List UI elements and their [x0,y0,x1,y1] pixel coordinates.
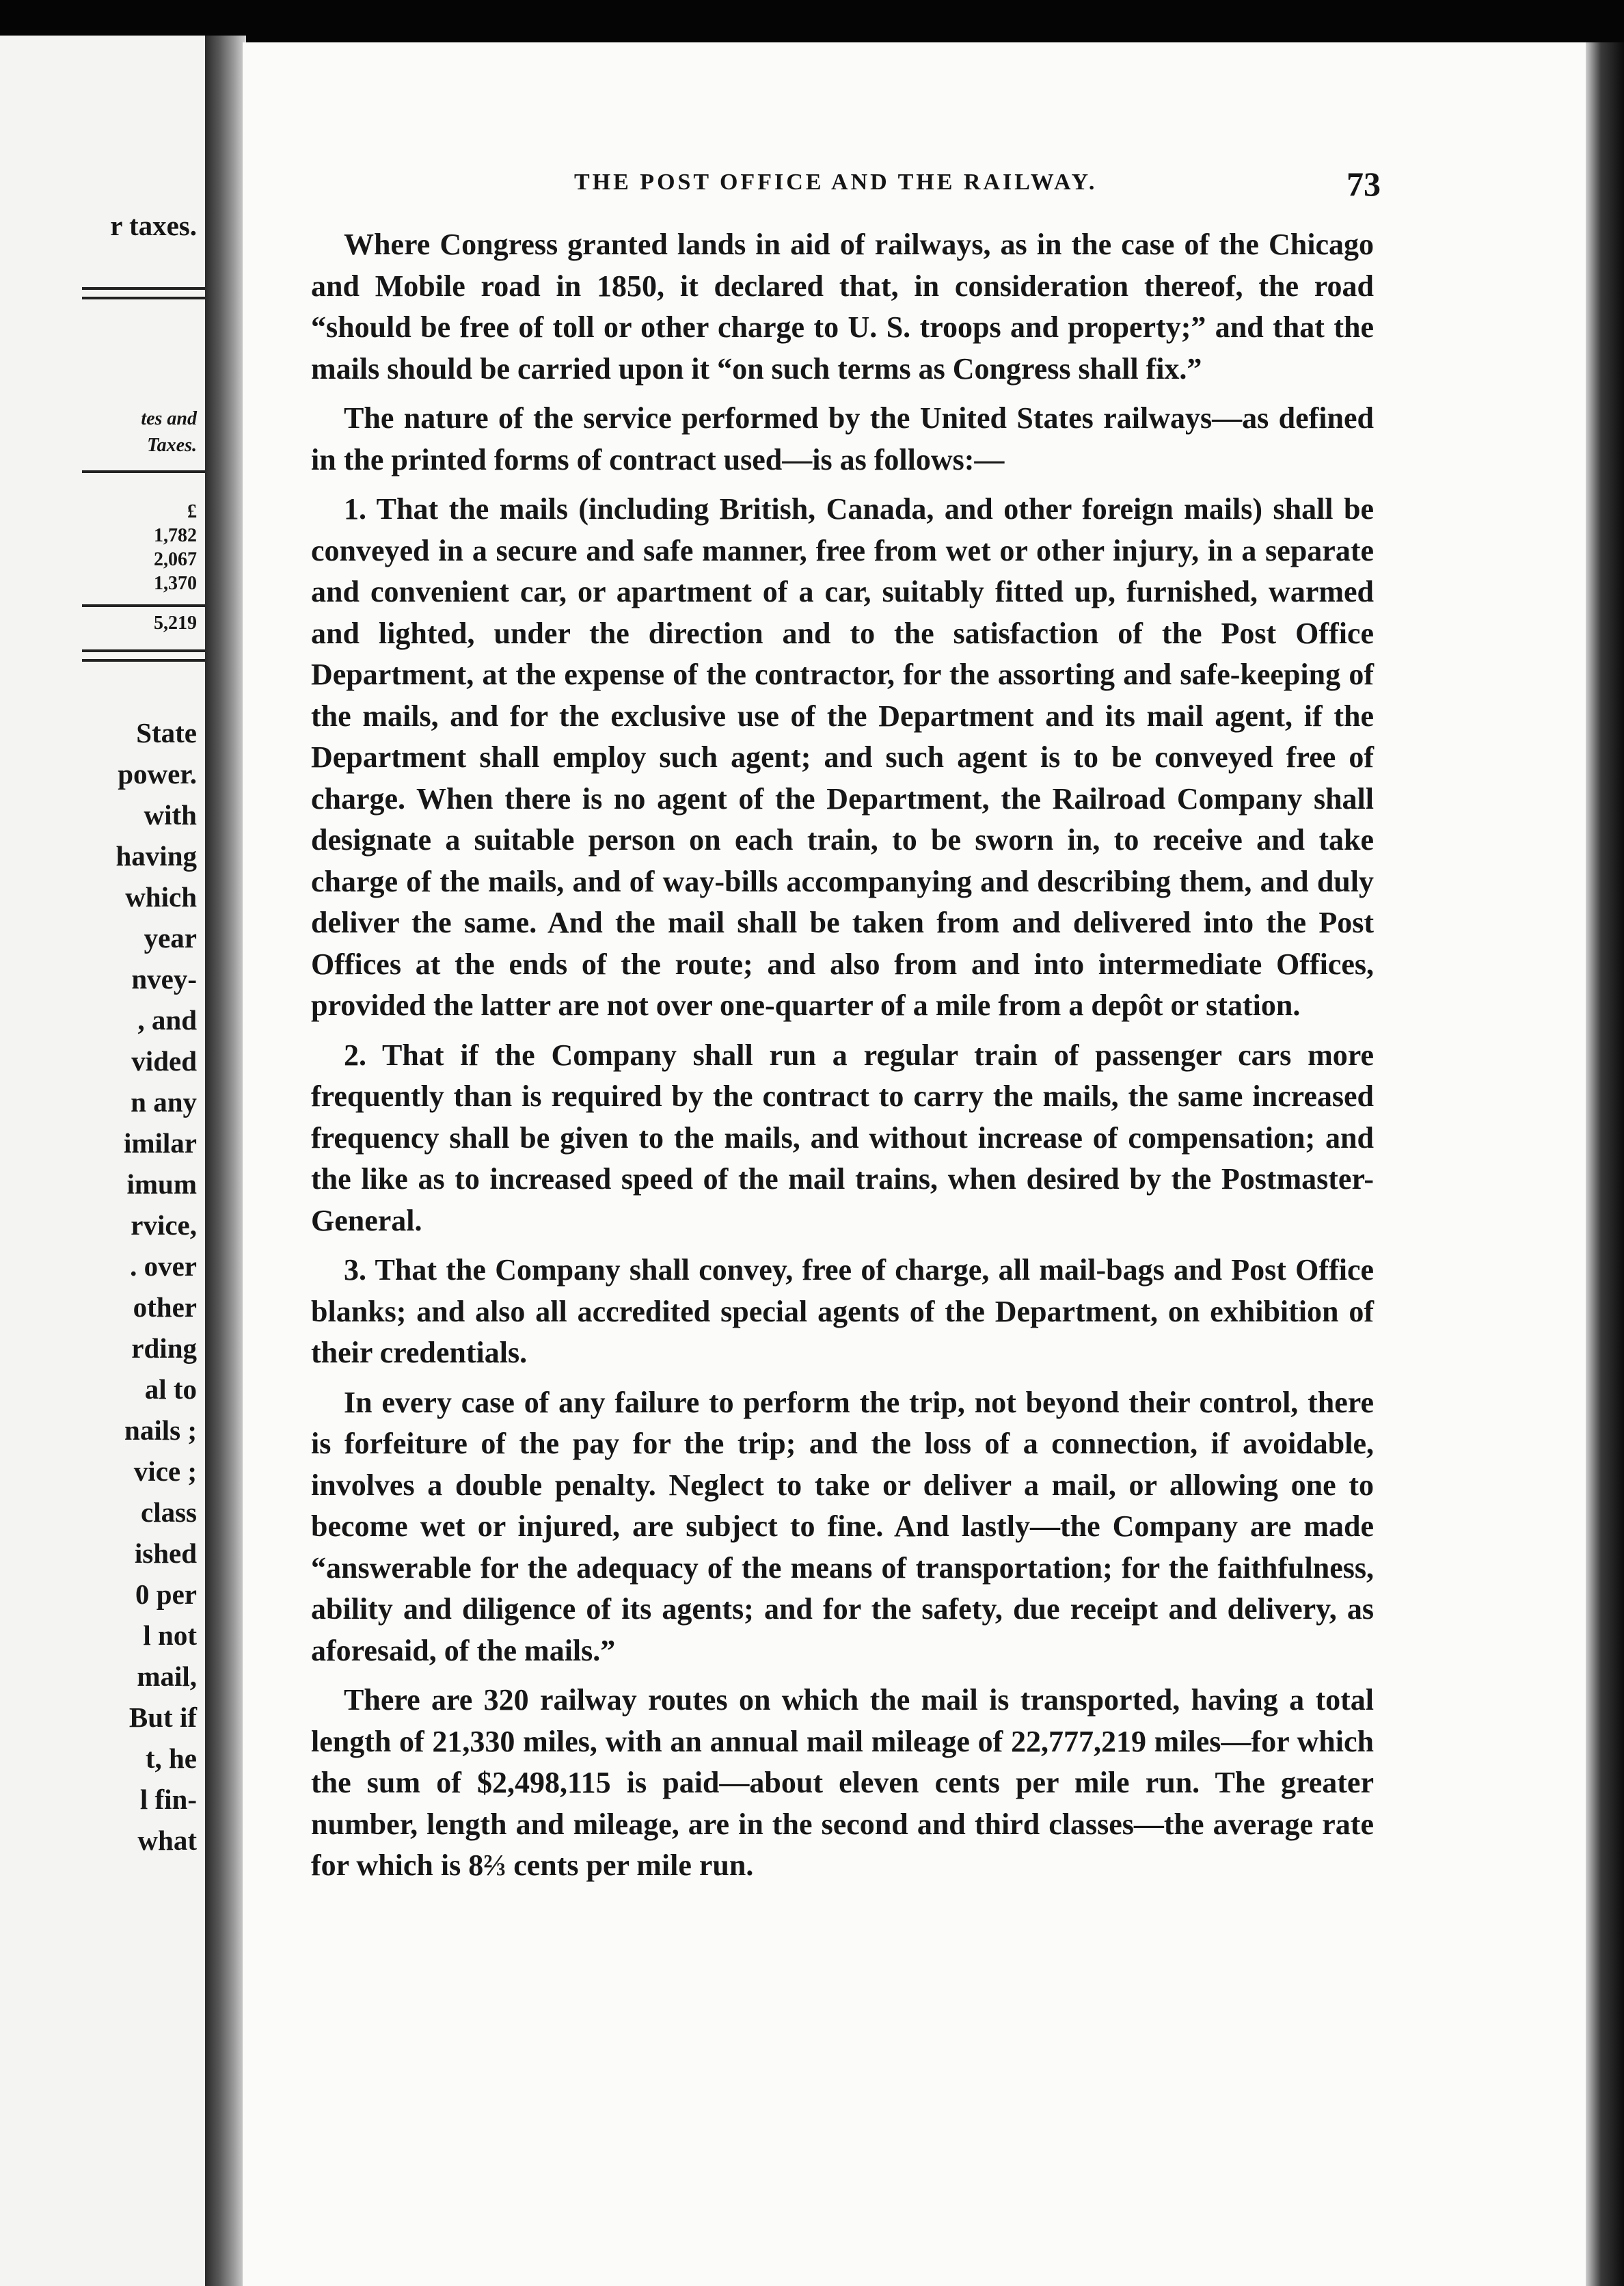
left-fragment: 5,219 [154,613,197,634]
left-fragment: rding [131,1332,197,1364]
table-rule [82,604,205,607]
table-rule [82,297,205,299]
left-fragment: imum [126,1168,197,1200]
left-fragment: having [116,840,197,872]
left-fragment: year [144,922,197,954]
left-fragment: nails ; [124,1414,197,1446]
left-fragment: al to [144,1373,197,1405]
left-fragment: State [136,717,197,749]
paragraph-congress-lands: Where Congress granted lands in aid of railways, as in the case of the Chicago and Mobile road in 1850, it declared that, in consideration thereof, the road “should be free of toll or other charge to U. S. troops and property;” and that the mails should be carried upon it “on such terms as Congress shall fix.” [311,228,1374,386]
left-fragment: vided [131,1045,197,1077]
book-gutter [205,36,246,2286]
left-fragment: rvice, [131,1209,197,1241]
list-item-3: 3. That the Company shall convey, free of charge, all mail-bags and Post Office blanks; and also all accredited special agents of the Department, on exhibition of their credentials. [311,1253,1374,1369]
left-fragment: , and [137,1004,197,1036]
left-fragment: imilar [123,1127,197,1159]
left-fragment: £ [187,501,197,522]
left-fragment: 1,370 [154,573,197,594]
left-fragment: power. [118,758,197,790]
left-fragment: nvey- [131,963,197,995]
left-fragment: tes and [141,408,197,429]
table-rule [82,649,205,652]
scan-border-right [1586,42,1624,2286]
list-item-1: 1. That the mails (including British, Canada, and other foreign mails) shall be conveyed in a secure and safe manner, free from wet or other injury, in a separate and convenient car, or apartment of a car, suitably fitted up, furnished, warmed and lighted, under the direction and to the satisfaction of the Post Office Department, at the expense of the contractor, for the assorting and safe-keeping of the mails, and for the exclusive use of the Department and its mail agent, if the Department shall employ such agent; and such agent is to be conveyed free of charge. When there is no agent of the Department, the Railroad Company shall designate a suitable person on each train, to be sworn in, to receive and take charge of the mails, and of way-bills accompanying and describing them, and duly deliver the same. And the mail shall be taken from and delivered into the Post Offices at the ends of the route; and also from and into intermediate Offices, provided the latter are not over one-quarter of a mile from a depôt or station. [311,492,1374,1022]
left-fragment: ished [134,1537,197,1569]
left-fragment: mail, [137,1660,197,1692]
left-fragment: But if [128,1702,197,1733]
paragraph-routes: There are 320 railway routes on which the mail is transported, having a total length of 21,330 miles, with an annual mail mileage of 22,777,219 miles—for which the sum of $2,498,115 is paid—about eleven cents per mile run. The greater number, length and mileage, are in the second and third classes—the average rate for which is 8⅔ cents per mile run. [311,1683,1374,1882]
left-fragment: other [133,1291,197,1323]
left-fragment: l not [143,1619,197,1651]
list-item-2: 2. That if the Company shall run a regular train of passenger cars more frequently than is required by the contract to carry the mails, the same increased frequency shall be given to the mails, and without increase of compensation; and the like as to increased speed of the mail trains, when desired by the Postmaster-General. [311,1038,1374,1237]
left-fragment: with [144,799,197,831]
left-fragment: r taxes. [110,210,197,241]
left-fragment: what [137,1825,197,1856]
left-fragment: 1,782 [154,525,197,546]
left-fragment: l fin- [139,1784,197,1815]
left-fragment: 0 per [135,1578,197,1610]
table-rule [82,659,205,662]
left-fragment: vice ; [133,1455,197,1487]
facing-page-fragment [0,36,205,2286]
table-rule [82,287,205,290]
left-fragment: class [141,1496,197,1528]
body-text [311,224,1374,1895]
left-fragment: t, he [145,1743,197,1774]
left-fragment: 2,067 [154,549,197,570]
running-head: THE POST OFFICE AND THE RAILWAY. [574,170,1098,195]
left-fragment: n any [131,1086,197,1118]
left-fragment: . over [130,1250,197,1282]
table-rule [82,470,205,473]
left-fragment: Taxes. [147,435,197,456]
paragraph-service-nature: The nature of the service performed by the United States railways—as defined in the printed forms of contract used—is as follows:— [311,401,1374,476]
paragraph-forfeiture: In every case of any failure to perform the trip, not beyond their control, there is forfeiture of the pay for the trip; and the loss of a connection, if avoidable, involves a double penalty. Neglect to take or deliver a mail, or allowing one to become wet or injured, are subject to fine. And lastly—the Company are made “answerable for the adequacy of the means of transportation; for the faithfulness, ability and diligence of its agents; and for the safety, due receipt and delivery, as aforesaid, of the mails.” [311,1385,1374,1667]
page-number: 73 [1346,165,1381,203]
left-fragment: which [125,881,197,913]
